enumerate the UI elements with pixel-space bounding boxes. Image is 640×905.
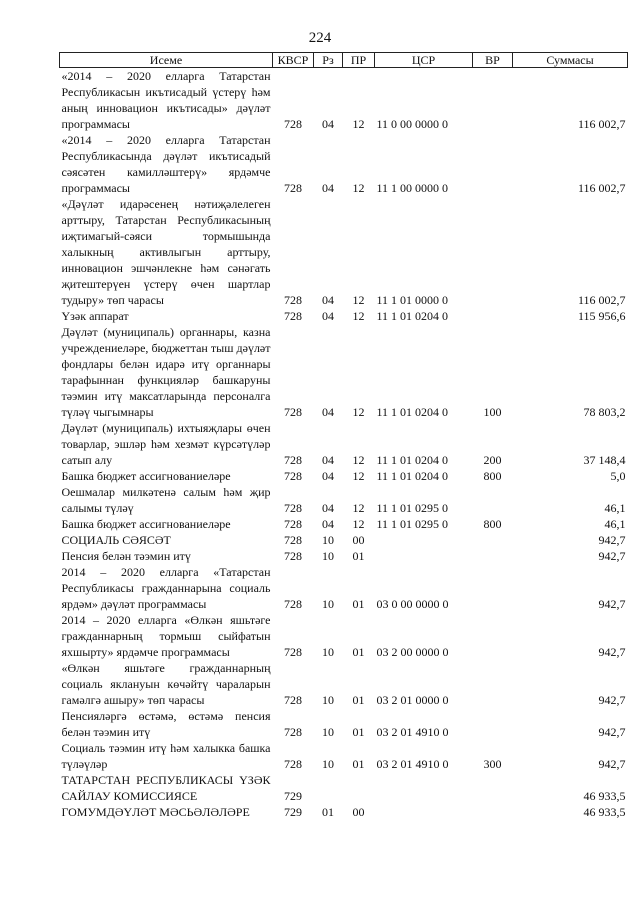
cell-rz: 04 [322,469,334,483]
cell-name: Пенсия белән тәэмин итү [61,549,191,563]
cell-sum: 115 956,6 [577,309,626,323]
cell-kvsr: 728 [284,501,302,515]
cell-rz: 04 [322,309,334,323]
cell-kvsr: 728 [284,469,302,483]
cell-sum: 78 803,2 [583,405,626,419]
table-row [60,516,628,532]
cell-kvsr: 729 [284,789,302,803]
cell-pr: 12 [352,469,365,483]
cell-vr [473,196,513,308]
cell-name: «2014 – 2020 елларга Татарстан Республикасын икътисадый үстерү һәм аның инновацион икътисады» дәүләт программасы [61,69,271,131]
cell-rz: 04 [322,293,334,307]
cell-pr: 01 [352,725,365,739]
cell-csr [375,772,473,804]
cell-vr [473,564,513,612]
cell-kvsr: 728 [284,597,302,611]
cell-vr [473,484,513,516]
table-row [60,196,628,308]
table-row [60,532,628,548]
cell-csr: 03 2 01 4910 0 [376,757,449,771]
cell-rz: 10 [322,549,334,563]
header-rz: Рз [314,53,343,68]
table-row [60,740,628,772]
cell-rz: 04 [322,453,334,467]
cell-vr: 800 [483,469,502,483]
cell-rz: 10 [322,597,334,611]
cell-sum: 46,1 [604,517,626,531]
cell-sum: 942,7 [598,757,626,771]
cell-vr [473,772,513,804]
cell-pr: 01 [352,597,365,611]
cell-csr: 03 2 01 0000 0 [376,693,449,707]
header-csr: ЦСР [375,53,473,68]
cell-name: «Өлкән яшьтәге гражданнарның социаль яклануын көчәйтү чараларын гамәлгә ашыру» төп чарасы [61,661,271,707]
header-name: Исеме [60,53,273,68]
cell-csr: 11 1 00 0000 0 [376,181,449,195]
cell-pr: 12 [352,501,365,515]
cell-vr: 300 [483,757,502,771]
table-row [60,612,628,660]
table-row [60,68,628,133]
cell-kvsr: 728 [284,517,302,531]
cell-sum: 942,7 [598,533,626,547]
page-number: 224 [308,30,332,46]
table-header-row [60,53,628,68]
cell-name: 2014 – 2020 елларга «Өлкән яшьтәге гражданнарның тормыш сыйфатын яхшырту» ярдәмче программасы [61,613,271,659]
cell-pr: 01 [352,549,365,563]
budget-table [59,52,628,820]
cell-name: Дәүләт (муниципаль) ихтыяҗлары өчен товарлар, эшләр һәм хезмәт күрсәтүләр сатып алу [61,421,271,467]
cell-vr [473,132,513,196]
table-row [60,708,628,740]
cell-vr [473,548,513,564]
cell-csr: 11 1 01 0295 0 [376,517,449,531]
table-body [60,68,628,821]
header-kvsr: КВСР [273,53,314,68]
table-row [60,132,628,196]
cell-pr: 12 [352,405,365,419]
cell-csr: 11 1 01 0204 0 [376,309,449,323]
cell-csr: 11 1 01 0204 0 [376,469,449,483]
cell-name: ТАТАРСТАН РЕСПУБЛИКАСЫ ҮЗӘК САЙЛАУ КОМИССИЯСЕ [61,773,271,803]
cell-kvsr: 728 [284,293,302,307]
cell-sum: 942,7 [598,725,626,739]
cell-name: Социаль тәэмин итү һәм халыкка башка түләүләр [61,741,271,771]
cell-kvsr: 728 [284,645,302,659]
cell-csr: 03 2 01 4910 0 [376,725,449,739]
cell-rz: 04 [322,405,334,419]
cell-sum: 46 933,5 [583,789,626,803]
cell-rz [314,772,343,804]
header-vr: ВР [473,53,513,68]
cell-sum: 116 002,7 [577,117,626,131]
cell-name: Башка бюджет ассигнованиеләре [61,517,231,531]
cell-kvsr: 728 [284,405,302,419]
cell-name: «2014 – 2020 елларга Татарстан Республикасында дәүләт икътисадый сәясәтен камилләштерү» ярдәмче программасы [61,133,271,195]
cell-kvsr: 728 [284,309,302,323]
cell-pr: 01 [352,645,365,659]
cell-kvsr: 728 [284,453,302,467]
table-row [60,420,628,468]
cell-sum: 942,7 [598,597,626,611]
cell-sum: 46 933,5 [583,805,626,819]
cell-name: Пенсияләргә өстәмә, өстәмә пенсия белән тәэмин итү [61,709,271,739]
cell-pr: 01 [352,693,365,707]
cell-pr: 12 [352,517,365,531]
cell-name: СОЦИАЛЬ СӘЯСӘТ [61,533,171,547]
cell-pr: 12 [352,117,365,131]
cell-rz: 10 [322,757,334,771]
cell-sum: 5,0 [610,469,626,483]
cell-vr [473,612,513,660]
cell-pr: 00 [352,805,365,819]
cell-kvsr: 728 [284,693,302,707]
table-row [60,468,628,484]
cell-rz: 01 [322,805,334,819]
cell-rz: 10 [322,645,334,659]
cell-vr: 200 [483,453,502,467]
cell-name: ГОМУМДӘҮЛӘТ МӘСЬӘЛӘЛӘРЕ [61,805,250,819]
cell-csr: 03 0 00 0000 0 [376,597,449,611]
cell-pr: 12 [352,309,365,323]
cell-vr [473,308,513,324]
header-pr: ПР [343,53,375,68]
cell-rz: 10 [322,533,334,547]
cell-vr [473,660,513,708]
cell-name: Үзәк аппарат [61,309,129,323]
cell-sum: 46,1 [604,501,626,515]
cell-sum: 116 002,7 [577,293,626,307]
table-row [60,484,628,516]
cell-csr: 11 1 01 0204 0 [376,405,449,419]
cell-csr [375,532,473,548]
cell-csr: 11 1 01 0204 0 [376,453,449,467]
cell-name: 2014 – 2020 елларга «Татарстан Республикасы гражданнарына социаль ярдәм» дәүләт программасы [61,565,271,611]
cell-pr: 12 [352,181,365,195]
table-row [60,772,628,804]
cell-vr [473,804,513,820]
cell-csr: 11 1 01 0295 0 [376,501,449,515]
cell-sum: 116 002,7 [577,181,626,195]
table-row [60,564,628,612]
table-row [60,308,628,324]
cell-rz: 04 [322,181,334,195]
cell-vr: 100 [483,405,502,419]
cell-name: Оешмалар милкәтенә салым һәм җир салымы түләү [61,485,271,515]
cell-sum: 37 148,4 [583,453,626,467]
table-row [60,548,628,564]
cell-kvsr: 728 [284,117,302,131]
cell-csr [375,804,473,820]
cell-pr [343,772,375,804]
cell-vr: 800 [483,517,502,531]
cell-sum: 942,7 [598,693,626,707]
cell-sum: 942,7 [598,549,626,563]
cell-kvsr: 728 [284,725,302,739]
cell-kvsr: 728 [284,533,302,547]
cell-pr: 00 [352,533,365,547]
cell-kvsr: 728 [284,549,302,563]
cell-rz: 10 [322,725,334,739]
cell-rz: 04 [322,517,334,531]
cell-kvsr: 728 [284,181,302,195]
cell-rz: 04 [322,501,334,515]
cell-csr: 03 2 00 0000 0 [376,645,449,659]
cell-csr [375,548,473,564]
table-row [60,804,628,820]
cell-kvsr: 729 [284,805,302,819]
cell-kvsr: 728 [284,757,302,771]
cell-sum: 942,7 [598,645,626,659]
cell-pr: 12 [352,293,365,307]
cell-csr: 11 1 01 0000 0 [376,293,449,307]
cell-csr: 11 0 00 0000 0 [376,117,449,131]
cell-pr: 01 [352,757,365,771]
cell-vr [473,532,513,548]
cell-rz: 10 [322,693,334,707]
table-row [60,660,628,708]
header-sum: Суммасы [513,53,628,68]
table-row [60,324,628,420]
cell-name: Башка бюджет ассигнованиеләре [61,469,231,483]
cell-rz: 04 [322,117,334,131]
cell-name: Дәүләт (муниципаль) органнары, казна учреждениеләре, бюджеттан тыш дәүләт фондлары белән идарә итү органнары тарафыннан функцияләр башкаруны тәэмин итү максатларында персоналга түләү чыгымнары [61,325,271,419]
cell-vr [473,68,513,133]
cell-vr [473,708,513,740]
cell-pr: 12 [352,453,365,467]
cell-name: «Дәүләт идарәсенең нәтиҗәлелеген арттыру, Татарстан Республикасының иҗтимагый-сәяси тормышында халыкның активлыгын арттыру, инновацион эшчәнлекне һәм сәнәгать җитештерүен үстерү өчен шартлар тудыру» төп чарасы [61,197,271,307]
